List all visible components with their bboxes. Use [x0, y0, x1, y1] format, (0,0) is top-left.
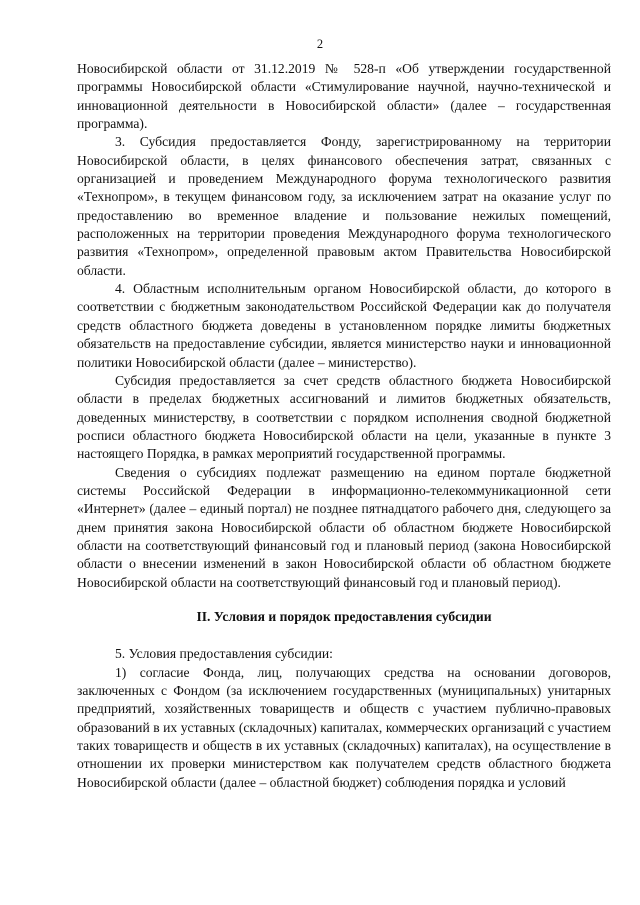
- paragraph-program-reference: Новосибирской области от 31.12.2019 № 528-п «Об утверждении государственной программы Новосибирской области «Стимулирование научной, научно-технической и инновационной деятельности в Новосибирской области» (далее – государственная программа).: [77, 61, 611, 132]
- section-heading: II. Условия и порядок предоставления субсидии: [196, 608, 492, 624]
- paragraph-subsidy-info: Сведения о субсидиях подлежат размещению на едином портале бюджетной системы Российской Федерации в информационно-телекоммуникационной сети «Интернет» (далее – единый портал) не позднее пятнадцатого рабочего дня, следующего за днем принятия закона Новосибирской области об областном бюджете Новосибирской области на соответствующий финансовый год и плановый период (закона Новосибирской области о внесении изменений в закон Новосибирской области об областном бюджете Новосибирской области на соответствующий финансовый год и плановый период).: [77, 464, 611, 590]
- paragraph-subsidy-funding: Субсидия предоставляется за счет средств областного бюджета Новосибирской области в пределах бюджетных ассигнований и лимитов бюджетных обязательств, доведенных министерству, в соответствии с порядком исполнения сводной бюджетной росписи областного бюджета Новосибирской области на цели, указанные в пункте 3 настоящего Порядка, в рамках мероприятий государственной программы.: [77, 372, 611, 462]
- document-body: [77, 60, 611, 792]
- paragraph-condition-1: 1) согласие Фонда, лиц, получающих средства на основании договоров, заключенных с Фондом (за исключением государственных (муниципальных) унитарных предприятий, хозяйственных товариществ и обществ с участием публично-правовых образований в их уставных (складочных) капиталах, коммерческих организаций с участием таких товариществ и обществ в их уставных (складочных) капиталах), на осуществление в отношении их проверки министерством как получателем средств областного бюджета Новосибирской области (далее – областной бюджет) соблюдения порядка и условий: [77, 664, 611, 790]
- paragraph-item-5: 5. Условия предоставления субсидии:: [115, 646, 333, 662]
- paragraph-item-4: 4. Областным исполнительным органом Новосибирской области, до которого в соответствии с бюджетным законодательством Российской Федерации как до получателя средств областного бюджета доведены в установленном порядке лимиты бюджетных обязательств на предоставление субсидии, является министерство науки и инновационной политики Новосибирской области (далее – министерство).: [77, 281, 611, 370]
- page-number: 2: [316, 37, 324, 51]
- paragraph-item-3: 3. Субсидия предоставляется Фонду, зарегистрированному на территории Новосибирской области, в целях финансового обеспечения затрат, связанных с организацией и проведением Международного форума технологического развития «Технопром», в текущем финансовом году, за исключением затрат на оказание услуг по предоставлению во временное владение и пользование нежилых помещений, расположенных на территории проведения Международного форума технологического развития «Технопром», определенной правовым актом Правительства Новосибирской области.: [77, 134, 611, 278]
